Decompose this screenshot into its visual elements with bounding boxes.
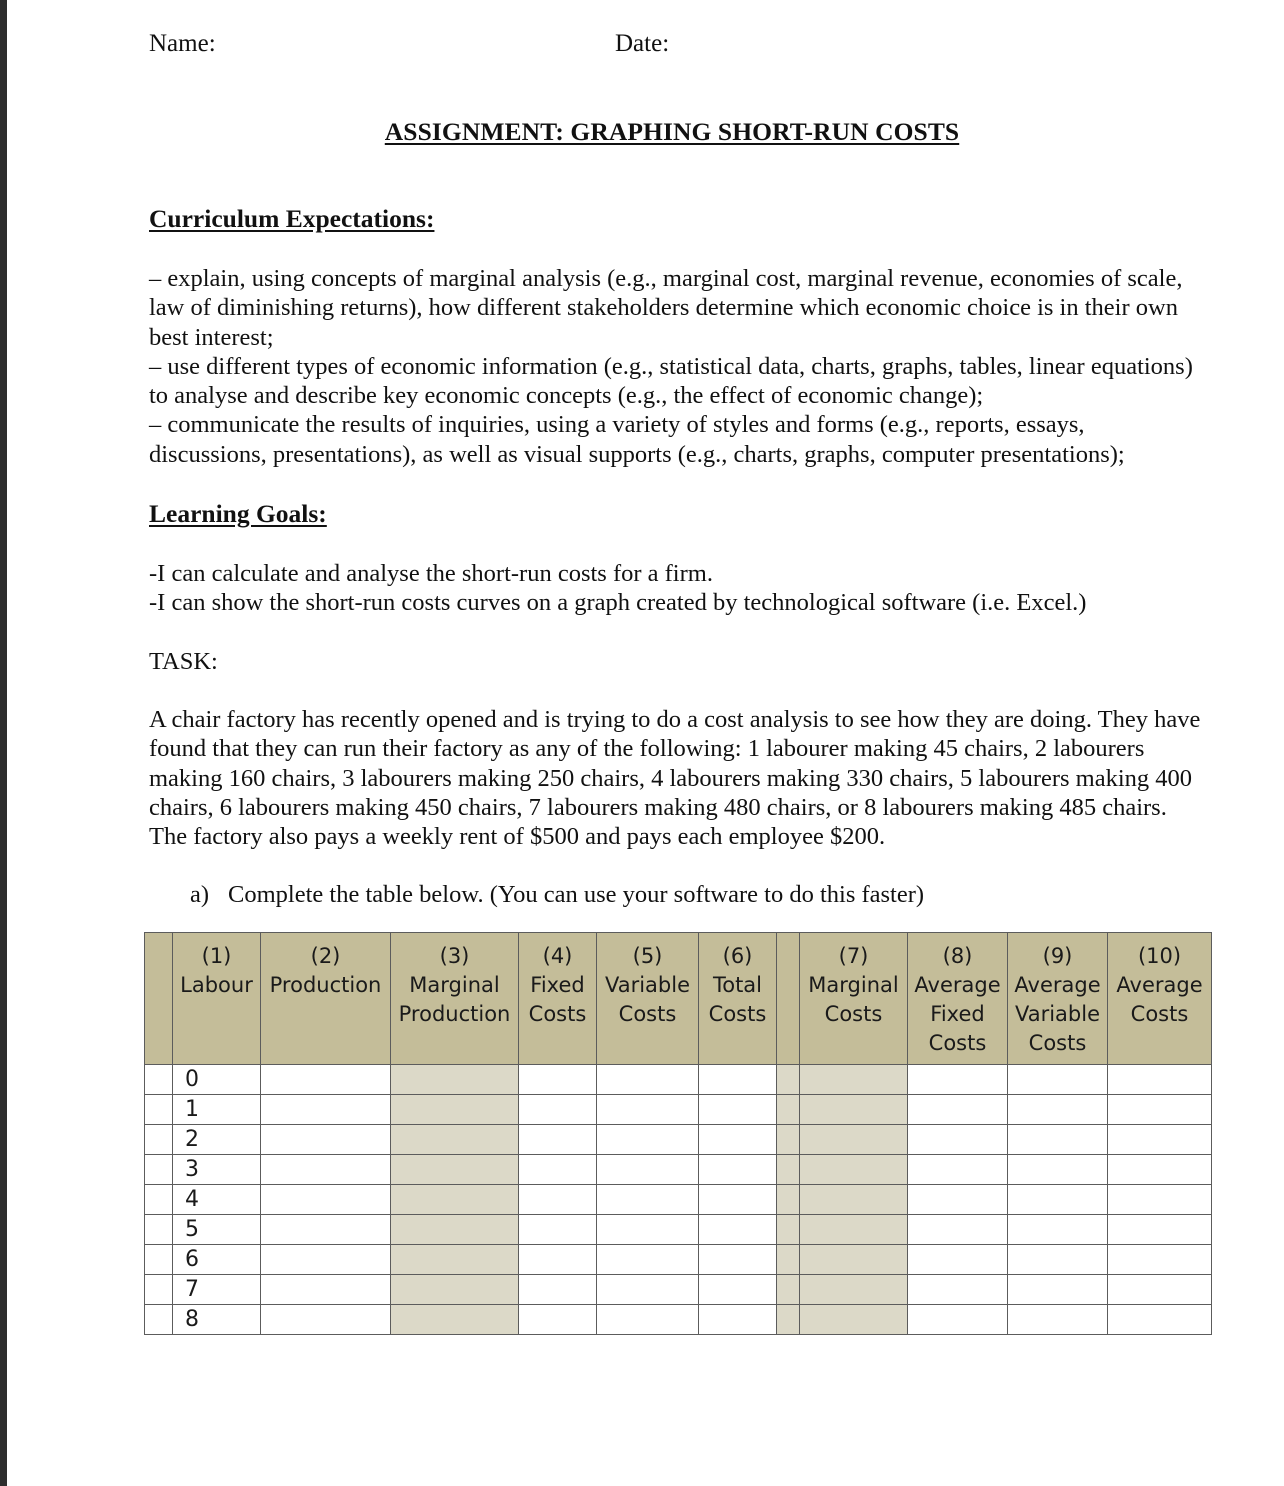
name-date-row [142, 30, 1202, 70]
column-label: Production [269, 972, 382, 997]
cost-table-body [145, 1064, 1212, 1334]
cost-table-input-cell[interactable] [1108, 1184, 1212, 1214]
learning-goal-2: -I can show the short-run costs curves on a graph created by technological software (i.e. Excel.) [149, 589, 1087, 617]
cost-table-input-cell[interactable] [261, 1184, 391, 1214]
cost-table-input-cell[interactable] [800, 1064, 908, 1094]
cost-table-input-cell[interactable] [519, 1094, 597, 1124]
cost-table-input-cell[interactable] [1108, 1274, 1212, 1304]
cost-table-input-cell[interactable] [261, 1064, 391, 1094]
cost-table-cell-spacer [777, 1304, 800, 1334]
cost-table-input-cell[interactable] [1108, 1244, 1212, 1274]
question-a-marker: a) [190, 881, 210, 909]
cost-table-header-spacer [777, 932, 800, 1064]
cost-table-cell-spacer [777, 1094, 800, 1124]
column-label: Average Costs [1116, 972, 1203, 1026]
cost-table-input-cell[interactable] [908, 1124, 1008, 1154]
cost-table-input-cell[interactable] [261, 1304, 391, 1334]
cost-table-input-cell[interactable] [699, 1304, 777, 1334]
column-number: (4) [542, 943, 573, 968]
cost-table-header-row [145, 932, 1212, 1064]
curriculum-bullet-2: – use different types of economic information (e.g., statistical data, charts, graphs, tables, linear equations) to analyse and describe key economic concepts (e.g., the effect of economic change); [149, 352, 1193, 410]
column-label: Marginal Production [398, 972, 511, 1026]
cost-table-input-cell[interactable] [519, 1304, 597, 1334]
column-label: Average Variable Costs [1014, 972, 1101, 1055]
cost-table-input-cell[interactable] [597, 1094, 699, 1124]
learning-goals-heading-text: Learning Goals: [149, 499, 327, 529]
learning-goals-list [149, 559, 1202, 618]
cost-table-input-cell[interactable] [391, 1184, 519, 1214]
column-number: (10) [1137, 943, 1182, 968]
cost-table-input-cell[interactable] [699, 1064, 777, 1094]
date-label: Date: [615, 30, 670, 57]
cost-table-header-spacer [145, 932, 173, 1064]
cost-table-input-cell[interactable] [908, 1064, 1008, 1094]
cost-table-input-cell[interactable] [391, 1094, 519, 1124]
curriculum-bullet-1: – explain, using concepts of marginal analysis (e.g., marginal cost, marginal revenue, economies of scale, law of diminishing returns), how different stakeholders determine which economic choice is in their own best interest; [149, 265, 1183, 351]
cost-table-header-col-8 [908, 932, 1008, 1064]
cost-table-input-cell[interactable] [519, 1184, 597, 1214]
cost-table-header-col-4 [519, 932, 597, 1064]
table-row [145, 1124, 1212, 1154]
table-row [145, 1154, 1212, 1184]
cost-table-input-cell[interactable] [391, 1124, 519, 1154]
cost-table-input-cell[interactable] [908, 1244, 1008, 1274]
cost-table-input-cell[interactable] [519, 1064, 597, 1094]
cost-table-cell-spacer [777, 1244, 800, 1274]
labour-row-label: 5 [173, 1214, 261, 1244]
cost-table-input-cell[interactable] [391, 1154, 519, 1184]
cost-table-header-col-1 [173, 932, 261, 1064]
cost-table-cell-spacer [777, 1214, 800, 1244]
cost-table-input-cell[interactable] [391, 1304, 519, 1334]
cost-table-header-col-5 [597, 932, 699, 1064]
table-row [145, 1184, 1212, 1214]
cost-table-input-cell[interactable] [519, 1154, 597, 1184]
column-label: Fixed Costs [528, 972, 587, 1026]
column-number: (6) [722, 943, 753, 968]
cost-table-input-cell[interactable] [908, 1094, 1008, 1124]
cost-table-input-cell[interactable] [597, 1154, 699, 1184]
page-title-text: ASSIGNMENT: GRAPHING SHORT-RUN COSTS [384, 117, 960, 146]
cost-table-input-cell[interactable] [261, 1154, 391, 1184]
task-rent-line: The factory also pays a weekly rent of $500 and pays each employee $200. [149, 823, 886, 851]
column-label: Labour [180, 972, 253, 997]
cost-table-input-cell[interactable] [800, 1154, 908, 1184]
cost-table-input-cell[interactable] [699, 1214, 777, 1244]
column-number: (2) [310, 943, 341, 968]
cost-table-input-cell[interactable] [699, 1244, 777, 1274]
labour-row-label: 6 [173, 1244, 261, 1274]
labour-row-label: 8 [173, 1304, 261, 1334]
cost-table-input-cell[interactable] [699, 1274, 777, 1304]
cost-table-cell-spacer [777, 1124, 800, 1154]
cost-table-cell-spacer [145, 1244, 173, 1274]
cost-table-input-cell[interactable] [908, 1154, 1008, 1184]
cost-table-input-cell[interactable] [800, 1274, 908, 1304]
cost-table-input-cell[interactable] [800, 1244, 908, 1274]
cost-table-input-cell[interactable] [699, 1184, 777, 1214]
cost-table-header-col-7 [800, 932, 908, 1064]
cost-table-input-cell[interactable] [1108, 1304, 1212, 1334]
cost-table-cell-spacer [145, 1064, 173, 1094]
cost-table-input-cell[interactable] [1108, 1214, 1212, 1244]
cost-table-cell-spacer [777, 1274, 800, 1304]
cost-table-input-cell[interactable] [391, 1274, 519, 1304]
cost-table-cell-spacer [777, 1064, 800, 1094]
task-description [149, 705, 1202, 851]
learning-goals-heading [149, 499, 1202, 529]
cost-table-cell-spacer [145, 1274, 173, 1304]
cost-table-input-cell[interactable] [1008, 1154, 1108, 1184]
name-label: Name: [149, 30, 216, 57]
cost-table-input-cell[interactable] [1108, 1154, 1212, 1184]
column-number: (8) [942, 943, 973, 968]
table-row [145, 1064, 1212, 1094]
cost-table-input-cell[interactable] [1108, 1094, 1212, 1124]
column-label: Variable Costs [604, 972, 691, 1026]
cost-table-input-cell[interactable] [519, 1214, 597, 1244]
cost-table-head [145, 932, 1212, 1064]
cost-table-input-cell[interactable] [800, 1304, 908, 1334]
task-label: TASK: [149, 647, 218, 675]
cost-table-cell-spacer [145, 1304, 173, 1334]
cost-table-input-cell[interactable] [800, 1184, 908, 1214]
cost-table-cell-spacer [145, 1094, 173, 1124]
cost-table-input-cell[interactable] [597, 1304, 699, 1334]
cost-table-input-cell[interactable] [391, 1214, 519, 1244]
cost-table-input-cell[interactable] [800, 1094, 908, 1124]
cost-table-cell-spacer [145, 1124, 173, 1154]
cost-table-input-cell[interactable] [261, 1274, 391, 1304]
cost-table-input-cell[interactable] [597, 1214, 699, 1244]
short-run-costs-table [144, 932, 1212, 1335]
cost-table-input-cell[interactable] [1008, 1124, 1108, 1154]
cost-table-input-cell[interactable] [519, 1274, 597, 1304]
table-row [145, 1094, 1212, 1124]
cost-table-header-col-3 [391, 932, 519, 1064]
cost-table-input-cell[interactable] [1008, 1184, 1108, 1214]
column-number: (9) [1042, 943, 1073, 968]
cost-table-input-cell[interactable] [597, 1124, 699, 1154]
cost-table-cell-spacer [777, 1184, 800, 1214]
cost-table-input-cell[interactable] [908, 1184, 1008, 1214]
cost-table-input-cell[interactable] [597, 1274, 699, 1304]
curriculum-expectations-list [149, 264, 1202, 469]
curriculum-expectations-heading-text: Curriculum Expectations: [149, 204, 435, 233]
document-page [7, 0, 1284, 1486]
cost-table-header-col-9 [1008, 932, 1108, 1064]
page-left-edge [0, 0, 7, 1486]
cost-table-input-cell[interactable] [519, 1244, 597, 1274]
curriculum-expectations-heading [149, 204, 1202, 234]
column-number: (5) [632, 943, 663, 968]
cost-table-input-cell[interactable] [699, 1154, 777, 1184]
document-content [142, 0, 1202, 1335]
column-label: Average Fixed Costs [914, 972, 1001, 1055]
question-a-text: Complete the table below. (You can use your software to do this faster) [228, 881, 925, 909]
cost-table-input-cell[interactable] [519, 1124, 597, 1154]
cost-table-input-cell[interactable] [908, 1304, 1008, 1334]
labour-row-label: 0 [173, 1064, 261, 1094]
curriculum-bullet-3: – communicate the results of inquiries, using a variety of styles and forms (e.g., reports, essays, discussions, presentations), as well as visual supports (e.g., charts, graphs, computer presentations); [149, 411, 1125, 468]
cost-table-input-cell[interactable] [597, 1064, 699, 1094]
column-number: (1) [201, 943, 232, 968]
cost-table-input-cell[interactable] [1008, 1214, 1108, 1244]
cost-table-input-cell[interactable] [597, 1244, 699, 1274]
cost-table-input-cell[interactable] [800, 1124, 908, 1154]
cost-table-cell-spacer [145, 1184, 173, 1214]
cost-table-header-col-10 [1108, 932, 1212, 1064]
column-label: Marginal Costs [808, 972, 899, 1026]
cost-table-input-cell[interactable] [1008, 1094, 1108, 1124]
cost-table-input-cell[interactable] [800, 1214, 908, 1244]
table-row [145, 1244, 1212, 1274]
page-title [142, 117, 1202, 147]
labour-row-label: 4 [173, 1184, 261, 1214]
cost-table-input-cell[interactable] [391, 1064, 519, 1094]
cost-table-input-cell[interactable] [391, 1244, 519, 1274]
cost-table-container [144, 932, 1202, 1335]
table-row [145, 1304, 1212, 1334]
cost-table-cell-spacer [145, 1214, 173, 1244]
task-paragraph: A chair factory has recently opened and is trying to do a cost analysis to see how they are doing. They have found that they can run their factory as any of the following: 1 labourer making 45 chairs, 2 labourers making 160 chairs, 3 labourers making 250 chairs, 4 labourers making 330 chairs, 5 labourers making 400 chairs, 6 labourers making 450 chairs, 7 labourers making 480 chairs, or 8 labourers making 485 chairs. [149, 705, 1201, 821]
cost-table-cell-spacer [777, 1154, 800, 1184]
cost-table-input-cell[interactable] [1108, 1124, 1212, 1154]
cost-table-input-cell[interactable] [1008, 1304, 1108, 1334]
cost-table-cell-spacer [145, 1154, 173, 1184]
cost-table-input-cell[interactable] [261, 1124, 391, 1154]
cost-table-input-cell[interactable] [1108, 1064, 1212, 1094]
cost-table-input-cell[interactable] [597, 1184, 699, 1214]
cost-table-header-col-6 [699, 932, 777, 1064]
cost-table-input-cell[interactable] [1008, 1244, 1108, 1274]
table-row [145, 1274, 1212, 1304]
labour-row-label: 7 [173, 1274, 261, 1304]
cost-table-input-cell[interactable] [1008, 1274, 1108, 1304]
learning-goal-1: -I can calculate and analyse the short-run costs for a firm. [149, 560, 713, 588]
cost-table-input-cell[interactable] [908, 1214, 1008, 1244]
cost-table-input-cell[interactable] [1008, 1064, 1108, 1094]
column-number: (7) [838, 943, 869, 968]
cost-table-input-cell[interactable] [261, 1244, 391, 1274]
table-row [145, 1214, 1212, 1244]
cost-table-input-cell[interactable] [261, 1214, 391, 1244]
cost-table-input-cell[interactable] [908, 1274, 1008, 1304]
column-label: Total Costs [708, 972, 767, 1026]
cost-table-header-col-2 [261, 932, 391, 1064]
cost-table-input-cell[interactable] [699, 1094, 777, 1124]
question-a [190, 880, 1202, 909]
labour-row-label: 3 [173, 1154, 261, 1184]
column-number: (3) [439, 943, 470, 968]
labour-row-label: 1 [173, 1094, 261, 1124]
labour-row-label: 2 [173, 1124, 261, 1154]
cost-table-input-cell[interactable] [261, 1094, 391, 1124]
cost-table-input-cell[interactable] [699, 1124, 777, 1154]
